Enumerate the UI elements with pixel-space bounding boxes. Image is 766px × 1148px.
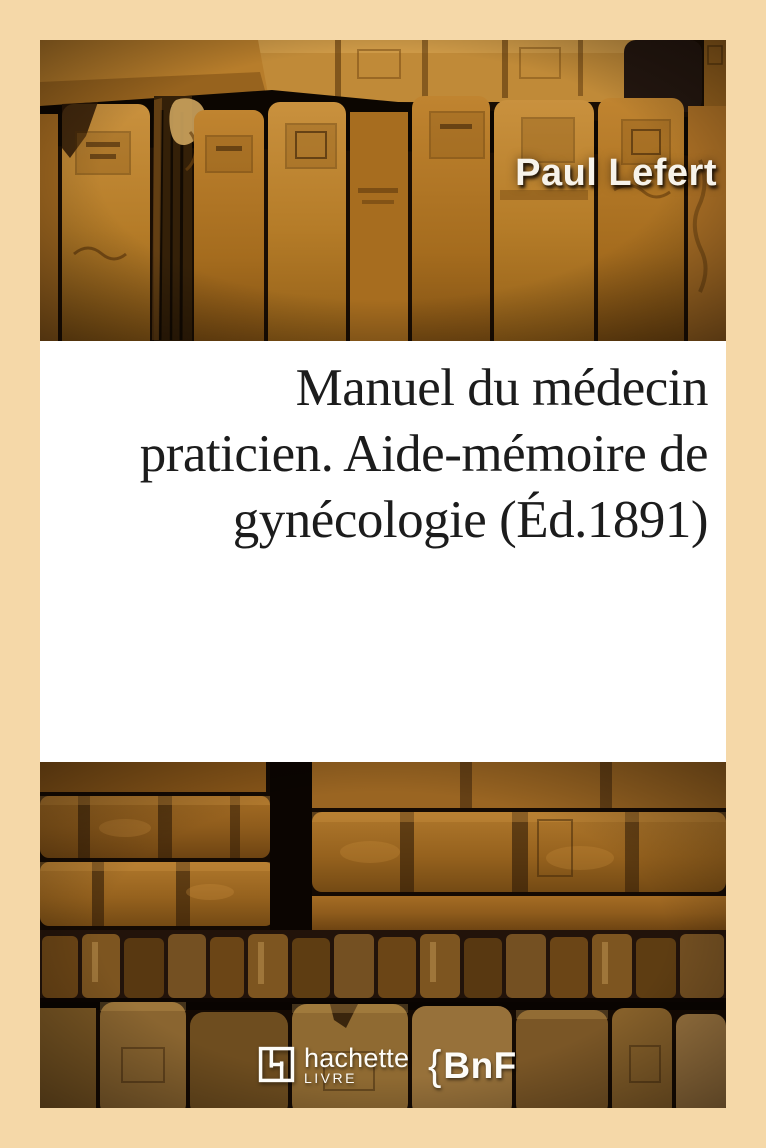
book-title-line-3: gynécologie (Éd.1891) [232, 491, 708, 549]
bnf-brace-icon: { [428, 1042, 442, 1090]
author-name: Paul Lefert [515, 152, 717, 194]
top-bookshelf-photo [40, 40, 726, 341]
bottom-bookstack-photo [40, 762, 726, 1108]
book-title-line-2: praticien. Aide-mémoire de [139, 425, 708, 483]
hachette-livre-logo [258, 1043, 410, 1086]
publisher-logos [40, 1042, 726, 1092]
book-title [50, 355, 708, 553]
hachette-livre-label: LIVRE [304, 1070, 357, 1086]
bnf-wordmark: BnF [443, 1045, 517, 1086]
hachette-wordmark [304, 1043, 410, 1086]
bnf-logo [428, 1042, 517, 1090]
hachette-h-icon [258, 1046, 295, 1083]
book-title-line-1: Manuel du médecin [295, 359, 708, 417]
title-band [40, 341, 726, 762]
hachette-name: hachette [304, 1043, 410, 1073]
